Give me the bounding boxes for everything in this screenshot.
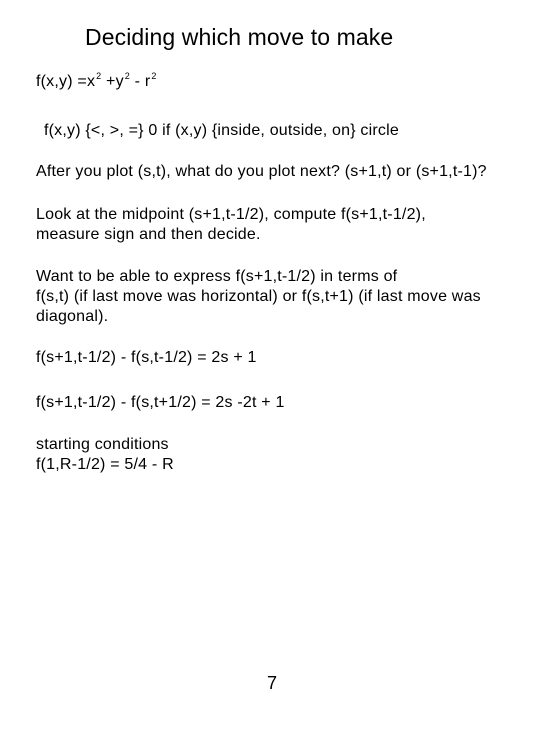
paragraph-starting-conditions: [36, 435, 174, 475]
r-exponent: 2: [151, 71, 157, 81]
equation-horizontal-move: [36, 348, 257, 368]
text-line: diagonal).: [36, 308, 109, 325]
minus-sign: -: [134, 73, 141, 90]
y-term: y: [115, 73, 124, 90]
paragraph-midpoint: [36, 205, 426, 245]
circle-equation: [36, 66, 157, 92]
inside-outside-test: f(x,y) {<, >, =} 0 if (x,y) {inside, outside, on} circle: [44, 122, 399, 139]
text-line: Want to be able to express f(s+1,t-1/2) in terms of: [36, 268, 398, 285]
text-line: Look at the midpoint (s+1,t-1/2), compute f(s+1,t-1/2),: [36, 206, 426, 223]
y-exponent: 2: [124, 71, 130, 81]
text-line: f(s+1,t-1/2) - f(s,t+1/2) = 2s -2t + 1: [36, 394, 285, 411]
equation-lhs: f(x,y): [36, 73, 73, 90]
x-exponent: 2: [96, 71, 102, 81]
text-line: starting conditions: [36, 436, 169, 453]
plus-sign: +: [106, 73, 116, 90]
x-term: x: [86, 73, 96, 90]
text-line: f(s,t) (if last move was horizontal) or f(s,t+1) (if last move was: [36, 288, 481, 305]
paragraph-express: [36, 267, 481, 327]
equals-sign: =: [77, 73, 87, 90]
page-number: 7: [267, 673, 278, 693]
r-term: r: [144, 73, 151, 90]
slide-title: Deciding which move to make: [85, 24, 394, 50]
text-line: f(1,R-1/2) = 5/4 - R: [36, 456, 174, 473]
text-line: f(s+1,t-1/2) - f(s,t-1/2) = 2s + 1: [36, 349, 257, 366]
equation-diagonal-move: [36, 393, 285, 413]
paragraph-next-plot: [36, 162, 487, 182]
text-line: After you plot (s,t), what do you plot next? (s+1,t) or (s+1,t-1)?: [36, 163, 487, 180]
text-line: measure sign and then decide.: [36, 226, 261, 243]
